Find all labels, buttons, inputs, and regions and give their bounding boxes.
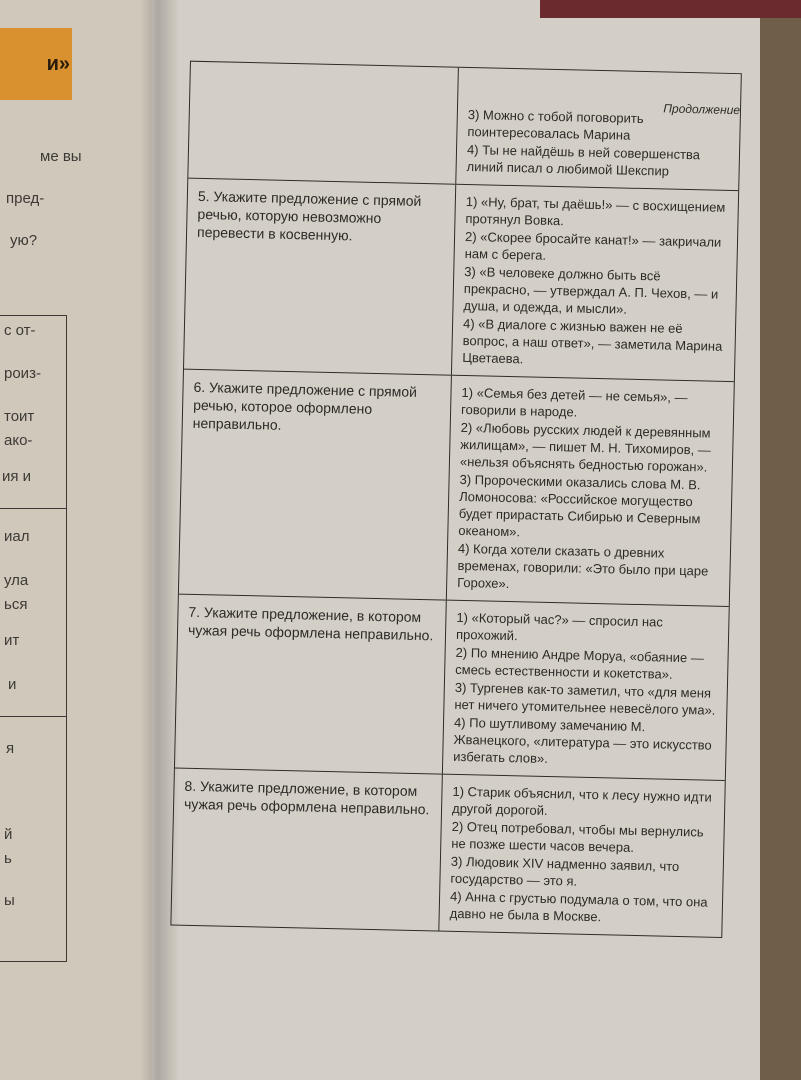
question-table (170, 61, 741, 938)
book-cover-top (540, 0, 801, 18)
answer-option: 3) «В человеке должно быть всё прекрасно, — утверждал А. П. Чехов, — и душа, и одежда, и мысли». (463, 263, 719, 317)
question-text: 8. Укажите предложение, в котором чужая речь оформлена неправильно. (183, 777, 430, 818)
answer-option: 3) Можно с тобой поговорить поинтересовалась Марина (467, 107, 644, 143)
answer-option: 3) Людовик XIV надменно заявил, что государство — это я. (450, 853, 680, 889)
question-cell (175, 595, 447, 774)
options-cell (443, 601, 729, 780)
answer-option: 3) Тургенев как-то заметил, что «для меня нет ничего утомительнее невесёлого ума». (454, 679, 716, 718)
question-text (200, 100, 447, 106)
answer-option: 4) Когда хотели сказать о древних временах, говорили: «Это было при царе Горохе». (457, 540, 709, 592)
left-line: ме вы (40, 148, 82, 165)
answer-option: 2) «Любовь русских людей к деревянным жилищам», — пишет М. Н. Тихомиров, — «нельзя объяснять бедностью горожан». (459, 419, 711, 475)
book-cover-edge (760, 0, 801, 1080)
answer-option: 4) Анна с грустью подумала о том, что она давно не была в Москве. (449, 888, 708, 925)
question-text: 7. Укажите предложение, в котором чужая речь оформлена неправильно. (187, 603, 434, 644)
left-fragment: ы (4, 892, 15, 909)
left-line: ую? (10, 232, 38, 249)
answer-option: 3) Пророческими оказались слова М. В. Ломоносова: «Российское могущество будет прирастать Сибирью и Северным океаном». (458, 471, 701, 540)
question-cell (179, 370, 452, 600)
left-fragment: ь (4, 850, 12, 867)
worksheet (138, 60, 745, 1063)
left-fragment: ит (4, 632, 20, 649)
answer-option: 2) Отец потребовал, чтобы мы вернулись не позже шести часов вечера. (451, 818, 704, 855)
table-row (188, 62, 740, 190)
section-tab: и» (0, 28, 72, 100)
table-row (179, 369, 734, 606)
left-fragment: и (8, 676, 17, 693)
left-fragment: с от- (4, 322, 36, 339)
left-fragment: ься (4, 596, 28, 613)
question-cell (184, 179, 456, 375)
answer-option: 4) «В диалоге с жизнью важен не её вопрос, а наш ответ», — заметила Марина Цветаева. (462, 315, 723, 367)
answer-option: 1) «Который час?» — спросил нас прохожий. (455, 609, 664, 644)
options-cell (447, 376, 734, 606)
answer-option: 1) «Семья без детей — не семья», — говорили в народе. (460, 384, 688, 420)
answer-option: 4) Ты не найдёшь в ней совершенства линий писал о любимой Шекспир (466, 141, 701, 179)
question-cell (188, 62, 459, 184)
left-fragment: иал (4, 528, 30, 545)
answer-option: 2) По мнению Андре Моруа, «обаяние — смесь естественности и кокетства». (455, 644, 705, 682)
left-line: пред- (6, 190, 45, 207)
options-cell (456, 68, 741, 190)
answer-option: 1) «Ну, брат, ты даёшь!» — с восхищением протянул Вовка. (465, 193, 726, 229)
left-fragment: ия и (2, 468, 32, 485)
table-row (171, 768, 724, 937)
question-cell (171, 769, 442, 931)
answer-option: 4) По шутливому замечанию М. Жванецкого, «литература — это искусство избегать слов». (453, 714, 712, 766)
left-page (0, 0, 160, 1080)
left-fragment: я (6, 740, 15, 757)
left-fragment: й (4, 826, 13, 843)
table-row (184, 178, 738, 381)
left-fragment: ула (4, 572, 29, 589)
left-fragment: ако- (4, 432, 33, 449)
answer-option: 1) Старик объяснил, что к лесу нужно идти другой дорогой. (451, 783, 712, 818)
answer-option: 2) «Скорее бросайте канат!» — закричали нам с берега. (464, 228, 722, 263)
options-cell (439, 775, 724, 937)
continuation-label: Продолжение (663, 101, 741, 118)
left-fragment: роиз- (4, 365, 41, 382)
question-text: 5. Укажите предложение с прямой речью, которую невозможно перевести в косвенную. (196, 187, 422, 244)
left-fragment: тоит (4, 408, 35, 425)
question-text: 6. Укажите предложение с прямой речью, которое оформлено неправильно. (192, 378, 418, 433)
table-row (175, 594, 729, 780)
options-cell (452, 185, 738, 381)
